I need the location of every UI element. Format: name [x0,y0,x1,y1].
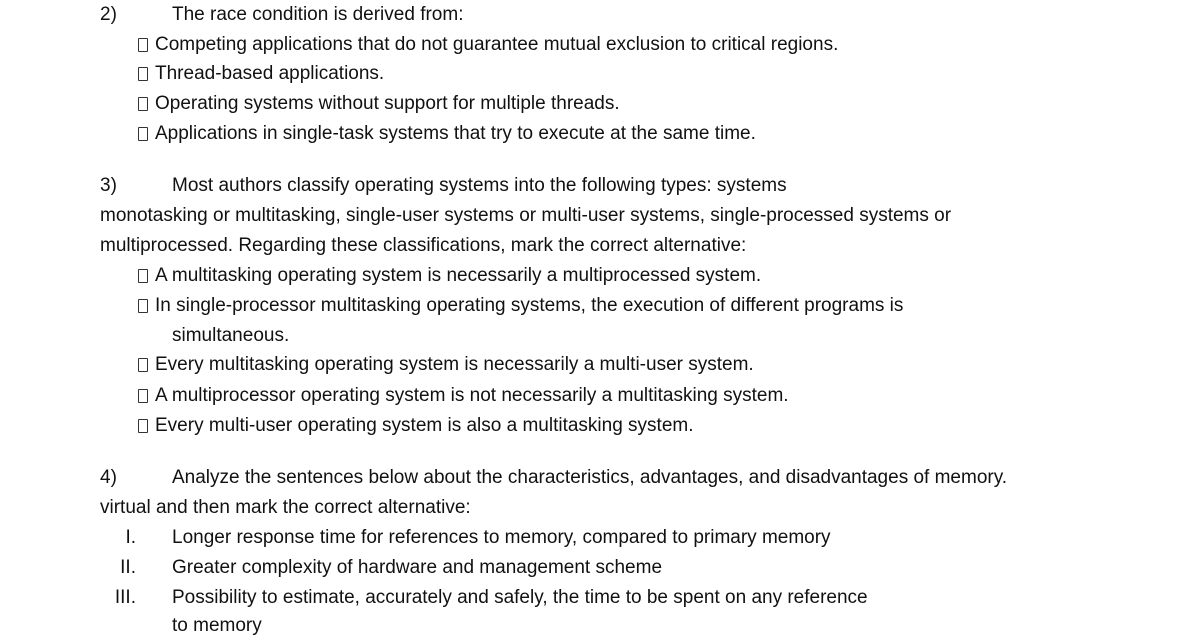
q3-option[interactable]: Every multitasking operating system is necessarily a multi-user system. [138,353,754,377]
q3-option-continuation: simultaneous. [172,325,290,346]
q4-stem-line: virtual and then mark the correct alternative: [100,497,471,518]
checkbox-icon[interactable] [138,38,148,52]
checkbox-icon[interactable] [138,299,148,313]
q4-item-text: Possibility to estimate, accurately and safely, the time to be spent on any reference [172,587,868,608]
checkbox-icon[interactable] [138,127,148,141]
q3-number: 3) [100,175,117,196]
q3-option[interactable]: Every multi-user operating system is also a multitasking system. [138,414,694,438]
q2-number: 2) [100,4,117,25]
q3-stem-line: multiprocessed. Regarding these classifications, mark the correct alternative: [100,235,747,256]
q4-item-text: Greater complexity of hardware and management scheme [172,557,663,578]
q2-option[interactable]: Operating systems without support for multiple threads. [138,92,620,116]
q3-option[interactable]: A multiprocessor operating system is not necessarily a multitasking system. [138,384,789,408]
q4-number: 4) [100,467,117,488]
q4-item-continuation: to memory [172,615,262,636]
q3-option[interactable]: A multitasking operating system is necessarily a multiprocessed system. [138,264,761,288]
q2-stem: The race condition is derived from: [172,4,464,25]
checkbox-icon[interactable] [138,419,148,433]
q4-item-text: Longer response time for references to memory, compared to primary memory [172,527,831,548]
q4-item-numeral: I. [125,527,136,548]
q2-option[interactable]: Applications in single-task systems that try to execute at the same time. [138,122,756,146]
checkbox-icon[interactable] [138,269,148,283]
q2-option[interactable]: Competing applications that do not guarantee mutual exclusion to critical regions. [138,33,838,57]
checkbox-icon[interactable] [138,67,148,81]
q3-stem-line: Most authors classify operating systems into the following types: systems [172,175,787,196]
q2-option[interactable]: Thread-based applications. [138,62,384,86]
checkbox-icon[interactable] [138,389,148,403]
checkbox-icon[interactable] [138,358,148,372]
q3-option[interactable]: In single-processor multitasking operating systems, the execution of different programs is [138,294,903,318]
q4-item-numeral: III. [114,587,136,608]
q3-stem-line: monotasking or multitasking, single-user systems or multi-user systems, single-processed systems or [100,205,952,226]
q4-item-numeral: II. [120,557,136,578]
checkbox-icon[interactable] [138,97,148,111]
q4-stem-line: Analyze the sentences below about the characteristics, advantages, and disadvantages of memory. [172,467,1008,488]
